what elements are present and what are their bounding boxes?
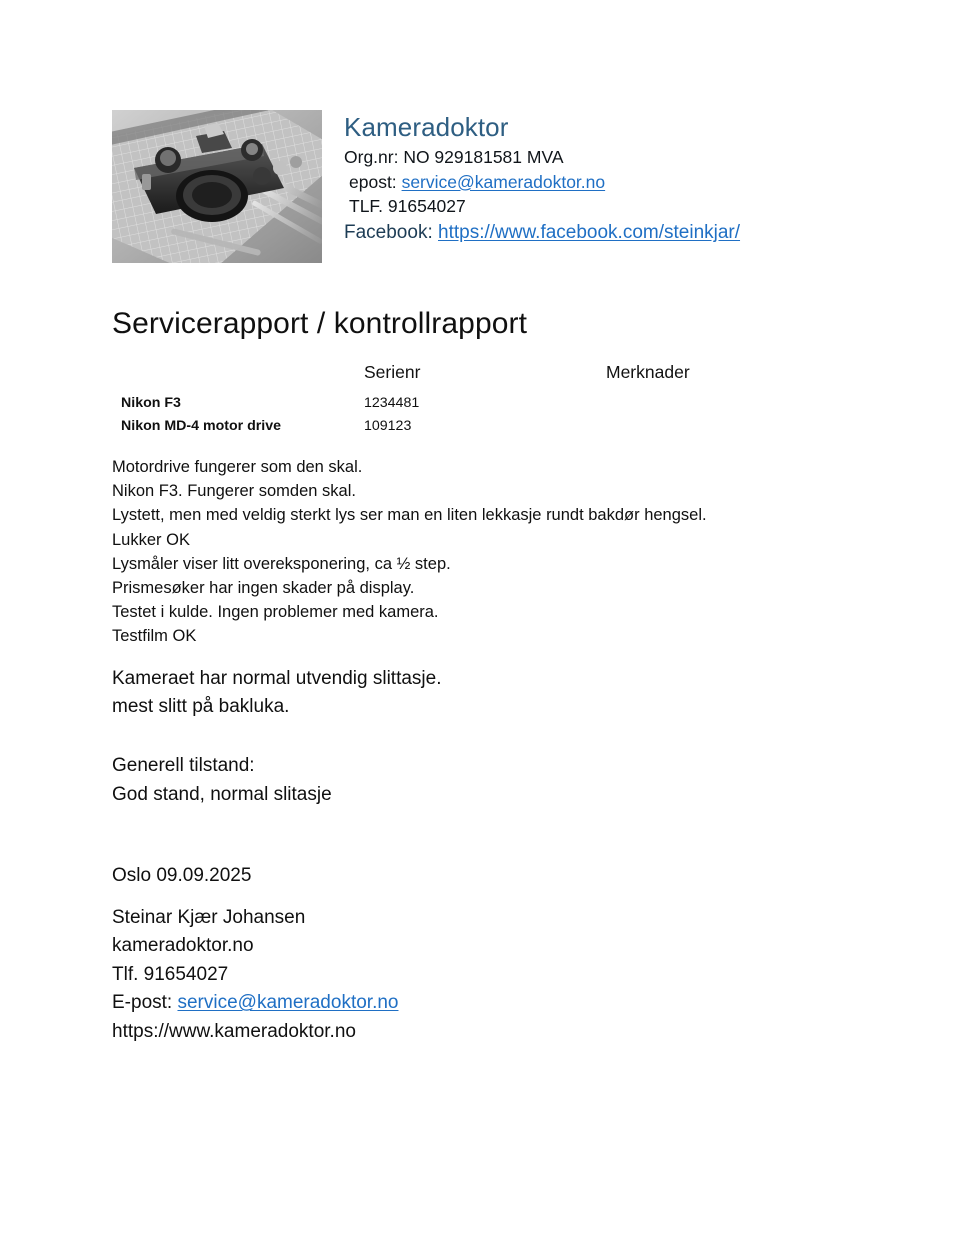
- condition-label: Generell tilstand:: [112, 755, 255, 776]
- company-name: Kameradoktor: [344, 112, 509, 142]
- finding-line: Testet i kulde. Ingen problemer med kamera.: [112, 603, 439, 622]
- table-row: [112, 415, 732, 438]
- header-phone-line: TLF. 91654027: [349, 196, 466, 216]
- cell-item: Nikon MD-4 motor drive: [121, 417, 282, 434]
- finding-line: Testfilm OK: [112, 627, 197, 646]
- page-title: Servicerapport / kontrollrapport: [112, 307, 528, 340]
- column-header-note: Merknader: [606, 362, 690, 382]
- place-and-date: Oslo 09.09.2025: [112, 865, 252, 886]
- cell-note: [606, 415, 732, 438]
- header-email-line: [344, 170, 740, 195]
- signer-email-link[interactable]: service@kameradoktor.no: [177, 992, 399, 1013]
- condition-section: [112, 752, 332, 809]
- wear-line: Kameraet har normal utvendig slittasje.: [112, 668, 442, 689]
- finding-line: Lystett, men med veldig sterkt lys ser man en liten lekkasje rundt bakdør hengsel.: [112, 506, 707, 525]
- column-header-serial: Serienr: [364, 362, 421, 382]
- signoff-spacer: [112, 891, 398, 904]
- wear-section: [112, 665, 442, 721]
- cell-serial: 1234481: [364, 395, 420, 411]
- header-email-label: epost:: [349, 171, 397, 192]
- finding-line: Lukker OK: [112, 530, 190, 549]
- signer-site: kameradoktor.no: [112, 935, 254, 956]
- column-header-item: [112, 360, 364, 392]
- header-facebook-line: [344, 219, 740, 246]
- facebook-link[interactable]: https://www.facebook.com/steinkjar/: [438, 221, 741, 243]
- table-header-row: [112, 360, 732, 392]
- signer-email-line: [112, 989, 398, 1018]
- camera-repair-photo: [112, 110, 322, 263]
- header-email-link[interactable]: service@kameradoktor.no: [401, 171, 606, 192]
- finding-line: Prismesøker har ingen skader på display.: [112, 579, 415, 598]
- signer-website: https://www.kameradoktor.no: [112, 1020, 356, 1042]
- signoff-section: [112, 862, 398, 1046]
- signer-email-label: E-post:: [112, 992, 173, 1013]
- table-row: [112, 392, 732, 415]
- finding-line: Lysmåler viser litt overeksponering, ca ½ step.: [112, 554, 451, 573]
- org-number-line: Org.nr: NO 929181581 MVA: [344, 147, 564, 167]
- finding-line: Motordrive fungerer som den skal.: [112, 458, 363, 476]
- letterhead: [112, 110, 740, 263]
- equipment-table: [112, 360, 732, 437]
- cell-note: [606, 392, 732, 415]
- finding-line: Nikon F3. Fungerer somden skal.: [112, 482, 356, 501]
- findings-section: [112, 455, 707, 649]
- facebook-label: Facebook:: [344, 221, 433, 243]
- condition-value: God stand, normal slitasje: [112, 783, 332, 805]
- cell-serial: 109123: [364, 417, 412, 434]
- signer-phone: Tlf. 91654027: [112, 963, 229, 985]
- signer-name: Steinar Kjær Johansen: [112, 906, 306, 928]
- cell-item: Nikon F3: [121, 395, 181, 411]
- letterhead-text: [344, 110, 740, 246]
- wear-line: mest slitt på bakluka.: [112, 696, 290, 717]
